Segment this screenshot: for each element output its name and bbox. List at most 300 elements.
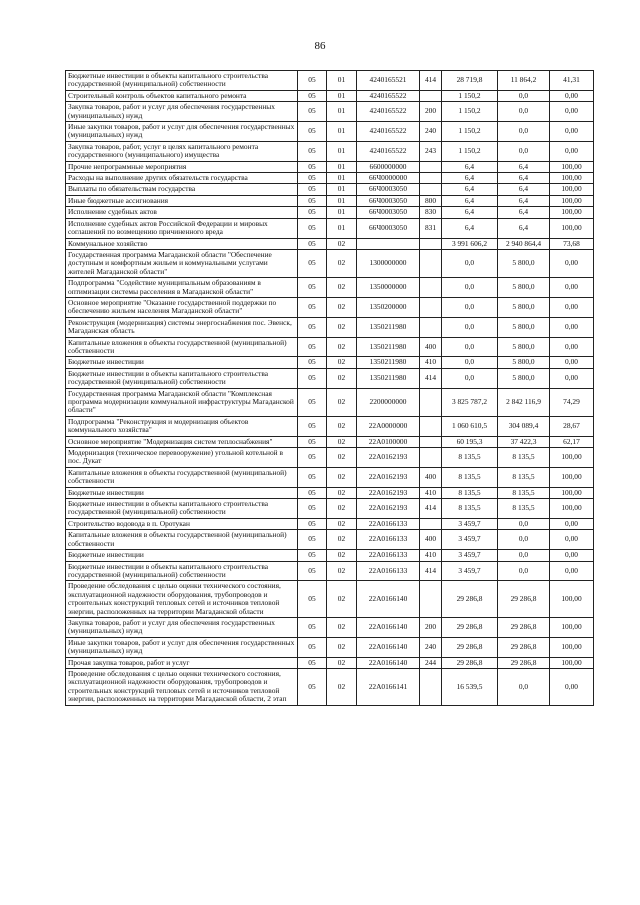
row-target-code: 22A0162193: [357, 448, 420, 468]
row-section: 05: [298, 637, 327, 657]
table-row: [66, 141, 594, 161]
row-expense-type: 240: [420, 122, 442, 142]
table-row: [66, 317, 594, 337]
row-expense-type: 200: [420, 102, 442, 122]
row-name: Строительство водовода в п. Оротукан: [66, 518, 298, 529]
row-subsection: 02: [327, 249, 357, 277]
row-plan-amount: 1 060 610,5: [442, 416, 498, 436]
row-section: 05: [298, 357, 327, 368]
row-section: 05: [298, 173, 327, 184]
row-target-code: 22A0100000: [357, 436, 420, 447]
row-target-code: 22A0166141: [357, 668, 420, 705]
row-percent: 100,00: [550, 184, 594, 195]
row-name: Закупка товаров, работ, услуг в целях капитального ремонта государственного (муниципального) имущества: [66, 141, 298, 161]
row-subsection: 01: [327, 102, 357, 122]
row-plan-amount: 29 286,8: [442, 581, 498, 618]
row-plan-amount: 8 135,5: [442, 467, 498, 487]
row-percent: 100,00: [550, 581, 594, 618]
table-row: [66, 617, 594, 637]
row-expense-type: 414: [420, 499, 442, 519]
row-expense-type: [420, 518, 442, 529]
row-section: 05: [298, 184, 327, 195]
row-name: Прочая закупка товаров, работ и услуг: [66, 657, 298, 668]
row-actual-amount: 8 135,5: [498, 448, 550, 468]
row-actual-amount: 6,4: [498, 173, 550, 184]
row-target-code: 22A0166140: [357, 617, 420, 637]
row-actual-amount: 5 800,0: [498, 368, 550, 388]
row-subsection: 01: [327, 184, 357, 195]
row-expense-type: 400: [420, 530, 442, 550]
table-row: [66, 561, 594, 581]
row-expense-type: [420, 668, 442, 705]
row-subsection: 02: [327, 297, 357, 317]
row-expense-type: 200: [420, 617, 442, 637]
row-name: Бюджетные инвестиции в объекты капитального строительства государственной (муниципальной) собственности: [66, 561, 298, 581]
row-actual-amount: 0,0: [498, 561, 550, 581]
row-name: Капитальные вложения в объекты государственной (муниципальной) собственности: [66, 337, 298, 357]
row-subsection: 02: [327, 561, 357, 581]
table-row: [66, 530, 594, 550]
row-actual-amount: 0,0: [498, 668, 550, 705]
row-section: 05: [298, 207, 327, 218]
table-row: [66, 499, 594, 519]
row-plan-amount: 60 195,3: [442, 436, 498, 447]
row-actual-amount: 11 864,2: [498, 71, 550, 91]
row-actual-amount: 6,4: [498, 207, 550, 218]
row-expense-type: 410: [420, 550, 442, 561]
row-percent: 0,00: [550, 278, 594, 298]
row-percent: 0,00: [550, 518, 594, 529]
row-plan-amount: 0,0: [442, 368, 498, 388]
row-expense-type: 414: [420, 561, 442, 581]
row-section: 05: [298, 499, 327, 519]
row-target-code: 22A0166140: [357, 637, 420, 657]
row-subsection: 02: [327, 467, 357, 487]
row-expense-type: [420, 249, 442, 277]
table-row: [66, 173, 594, 184]
row-expense-type: 410: [420, 357, 442, 368]
row-subsection: 02: [327, 657, 357, 668]
row-actual-amount: 6,4: [498, 195, 550, 206]
row-actual-amount: 29 286,8: [498, 637, 550, 657]
row-name: Исполнение судебных актов: [66, 207, 298, 218]
row-subsection: 02: [327, 436, 357, 447]
row-plan-amount: 1 150,2: [442, 122, 498, 142]
row-plan-amount: 29 286,8: [442, 637, 498, 657]
row-subsection: 02: [327, 499, 357, 519]
row-expense-type: [420, 297, 442, 317]
row-section: 05: [298, 218, 327, 238]
row-target-code: 1350211980: [357, 337, 420, 357]
row-percent: 0,00: [550, 141, 594, 161]
row-percent: 0,00: [550, 530, 594, 550]
row-target-code: 4240165522: [357, 102, 420, 122]
row-subsection: 02: [327, 617, 357, 637]
table-row: [66, 416, 594, 436]
row-plan-amount: 0,0: [442, 357, 498, 368]
table-row: [66, 297, 594, 317]
budget-table-body: [66, 71, 594, 706]
row-target-code: 22A0166133: [357, 561, 420, 581]
row-section: 05: [298, 550, 327, 561]
row-name: Проведение обследования с целью оценки технического состояния, эксплуатационной надежности оборудования, трубопроводов и строительных конструкций тепловых сетей и источников тепловой энергии, расположенных на территории Магаданской области: [66, 581, 298, 618]
row-percent: 0,00: [550, 249, 594, 277]
row-target-code: 22A0166140: [357, 581, 420, 618]
row-name: Подпрограмма "Содействие муниципальным образованиям в оптимизации системы расселения в Магаданской области": [66, 278, 298, 298]
row-actual-amount: 5 800,0: [498, 249, 550, 277]
row-plan-amount: 1 150,2: [442, 102, 498, 122]
row-percent: 100,00: [550, 195, 594, 206]
table-row: [66, 195, 594, 206]
row-name: Выплаты по обязательствам государства: [66, 184, 298, 195]
row-name: Капитальные вложения в объекты государственной (муниципальной) собственности: [66, 467, 298, 487]
row-actual-amount: 8 135,5: [498, 487, 550, 498]
row-actual-amount: 0,0: [498, 141, 550, 161]
row-target-code: 2200000000: [357, 388, 420, 416]
table-row: [66, 657, 594, 668]
row-plan-amount: 6,4: [442, 161, 498, 172]
row-actual-amount: 0,0: [498, 550, 550, 561]
row-name: Основное мероприятие "Модернизация систем теплоснабжения": [66, 436, 298, 447]
row-name: Расходы на выполнение других обязательств государства: [66, 173, 298, 184]
row-name: Строительный контроль объектов капитального ремонта: [66, 90, 298, 101]
row-actual-amount: 5 800,0: [498, 278, 550, 298]
row-percent: 0,00: [550, 317, 594, 337]
row-plan-amount: 6,4: [442, 218, 498, 238]
row-actual-amount: 8 135,5: [498, 467, 550, 487]
row-subsection: 02: [327, 278, 357, 298]
row-expense-type: [420, 581, 442, 618]
table-row: [66, 388, 594, 416]
row-section: 05: [298, 297, 327, 317]
row-section: 05: [298, 195, 327, 206]
row-plan-amount: 1 150,2: [442, 90, 498, 101]
row-target-code: 4240165522: [357, 141, 420, 161]
row-percent: 100,00: [550, 467, 594, 487]
row-subsection: 02: [327, 238, 357, 249]
row-subsection: 02: [327, 317, 357, 337]
row-subsection: 01: [327, 90, 357, 101]
row-subsection: 02: [327, 637, 357, 657]
table-row: [66, 487, 594, 498]
row-section: 05: [298, 518, 327, 529]
row-target-code: 1350211980: [357, 368, 420, 388]
row-target-code: 1350211980: [357, 357, 420, 368]
row-target-code: 4240165522: [357, 90, 420, 101]
row-section: 05: [298, 530, 327, 550]
row-section: 05: [298, 487, 327, 498]
row-subsection: 02: [327, 518, 357, 529]
row-section: 05: [298, 161, 327, 172]
row-expense-type: 243: [420, 141, 442, 161]
row-actual-amount: 2 842 116,9: [498, 388, 550, 416]
row-section: 05: [298, 102, 327, 122]
row-subsection: 01: [327, 161, 357, 172]
row-section: 05: [298, 368, 327, 388]
row-subsection: 02: [327, 581, 357, 618]
table-row: [66, 249, 594, 277]
row-plan-amount: 29 286,8: [442, 657, 498, 668]
row-target-code: 22A0162193: [357, 499, 420, 519]
row-percent: 41,31: [550, 71, 594, 91]
row-percent: 100,00: [550, 487, 594, 498]
row-expense-type: [420, 278, 442, 298]
row-plan-amount: 6,4: [442, 207, 498, 218]
row-percent: 100,00: [550, 448, 594, 468]
row-name: Бюджетные инвестиции в объекты капитального строительства государственной (муниципальной) собственности: [66, 499, 298, 519]
row-subsection: 02: [327, 448, 357, 468]
row-section: 05: [298, 448, 327, 468]
row-target-code: 4240165521: [357, 71, 420, 91]
row-percent: 0,00: [550, 337, 594, 357]
row-actual-amount: 37 422,3: [498, 436, 550, 447]
row-target-code: 22A0166133: [357, 518, 420, 529]
row-target-code: 22A0166133: [357, 550, 420, 561]
row-plan-amount: 0,0: [442, 249, 498, 277]
row-expense-type: 830: [420, 207, 442, 218]
row-subsection: 02: [327, 416, 357, 436]
row-subsection: 01: [327, 195, 357, 206]
row-name: Иные закупки товаров, работ и услуг для обеспечения государственных (муниципальных) нужд: [66, 637, 298, 657]
row-section: 05: [298, 278, 327, 298]
row-name: Государственная программа Магаданской области "Комплексная программа модернизации коммунальной инфраструктуры Магаданской области": [66, 388, 298, 416]
row-percent: 100,00: [550, 207, 594, 218]
row-subsection: 02: [327, 388, 357, 416]
row-plan-amount: 8 135,5: [442, 487, 498, 498]
row-target-code: 22A0162193: [357, 467, 420, 487]
row-expense-type: 400: [420, 467, 442, 487]
row-actual-amount: 8 135,5: [498, 499, 550, 519]
row-actual-amount: 6,4: [498, 184, 550, 195]
row-subsection: 01: [327, 141, 357, 161]
row-percent: 0,00: [550, 668, 594, 705]
row-name: Прочие непрограммные мероприятия: [66, 161, 298, 172]
row-percent: 28,67: [550, 416, 594, 436]
row-name: Иные закупки товаров, работ и услуг для обеспечения государственных (муниципальных) нужд: [66, 122, 298, 142]
row-target-code: 6600000000: [357, 161, 420, 172]
row-name: Бюджетные инвестиции: [66, 550, 298, 561]
row-actual-amount: 5 800,0: [498, 297, 550, 317]
row-expense-type: 414: [420, 368, 442, 388]
row-actual-amount: 6,4: [498, 161, 550, 172]
row-actual-amount: 29 286,8: [498, 581, 550, 618]
row-name: Бюджетные инвестиции в объекты капитального строительства государственной (муниципальной) собственности: [66, 368, 298, 388]
row-percent: 0,00: [550, 122, 594, 142]
row-name: Закупка товаров, работ и услуг для обеспечения государственных (муниципальных) нужд: [66, 617, 298, 637]
row-target-code: 4240165522: [357, 122, 420, 142]
row-name: Коммунальное хозяйство: [66, 238, 298, 249]
row-section: 05: [298, 141, 327, 161]
row-section: 05: [298, 238, 327, 249]
row-percent: 0,00: [550, 90, 594, 101]
row-actual-amount: 0,0: [498, 530, 550, 550]
row-target-code: 22A0000000: [357, 416, 420, 436]
row-actual-amount: 5 800,0: [498, 317, 550, 337]
row-expense-type: [420, 238, 442, 249]
row-expense-type: [420, 416, 442, 436]
table-row: [66, 90, 594, 101]
row-name: Закупка товаров, работ и услуг для обеспечения государственных (муниципальных) нужд: [66, 102, 298, 122]
row-actual-amount: 304 089,4: [498, 416, 550, 436]
row-expense-type: [420, 436, 442, 447]
row-section: 05: [298, 617, 327, 637]
row-subsection: 01: [327, 122, 357, 142]
row-section: 05: [298, 90, 327, 101]
row-target-code: 66Ч0003050: [357, 218, 420, 238]
row-target-code: 22A0166140: [357, 657, 420, 668]
row-actual-amount: 5 800,0: [498, 357, 550, 368]
row-actual-amount: 5 800,0: [498, 337, 550, 357]
row-expense-type: [420, 184, 442, 195]
row-target-code: 1350000000: [357, 278, 420, 298]
row-subsection: 02: [327, 487, 357, 498]
row-percent: 0,00: [550, 357, 594, 368]
row-actual-amount: 0,0: [498, 122, 550, 142]
row-section: 05: [298, 668, 327, 705]
row-target-code: 66Ч0003050: [357, 184, 420, 195]
row-section: 05: [298, 249, 327, 277]
row-expense-type: 800: [420, 195, 442, 206]
row-name: Бюджетные инвестиции в объекты капитального строительства государственной (муниципальной) собственности: [66, 71, 298, 91]
row-section: 05: [298, 388, 327, 416]
row-subsection: 01: [327, 218, 357, 238]
row-subsection: 02: [327, 368, 357, 388]
row-plan-amount: 28 719,8: [442, 71, 498, 91]
row-expense-type: [420, 317, 442, 337]
table-row: [66, 238, 594, 249]
table-row: [66, 218, 594, 238]
row-percent: 100,00: [550, 173, 594, 184]
row-plan-amount: 0,0: [442, 337, 498, 357]
table-row: [66, 278, 594, 298]
row-plan-amount: 0,0: [442, 297, 498, 317]
row-plan-amount: 6,4: [442, 195, 498, 206]
row-section: 05: [298, 122, 327, 142]
row-section: 05: [298, 317, 327, 337]
row-name: Бюджетные инвестиции: [66, 487, 298, 498]
row-plan-amount: 3 459,7: [442, 561, 498, 581]
table-row: [66, 207, 594, 218]
row-plan-amount: 6,4: [442, 173, 498, 184]
row-actual-amount: 2 940 864,4: [498, 238, 550, 249]
row-target-code: 22A0166133: [357, 530, 420, 550]
row-name: Исполнение судебных актов Российской Федерации и мировых соглашений по возмещению причиненного вреда: [66, 218, 298, 238]
row-name: Модернизация (техническое перевооружение) угольной котельной в пос. Дукат: [66, 448, 298, 468]
row-plan-amount: 16 539,5: [442, 668, 498, 705]
row-target-code: 22A0162193: [357, 487, 420, 498]
row-percent: 0,00: [550, 550, 594, 561]
row-subsection: 02: [327, 550, 357, 561]
table-row: [66, 550, 594, 561]
row-actual-amount: 0,0: [498, 102, 550, 122]
table-row: [66, 518, 594, 529]
row-expense-type: [420, 161, 442, 172]
row-section: 05: [298, 561, 327, 581]
row-expense-type: 414: [420, 71, 442, 91]
table-row: [66, 368, 594, 388]
row-plan-amount: 6,4: [442, 184, 498, 195]
row-expense-type: [420, 388, 442, 416]
row-percent: 100,00: [550, 637, 594, 657]
table-row: [66, 71, 594, 91]
row-plan-amount: 8 135,5: [442, 448, 498, 468]
row-expense-type: 240: [420, 637, 442, 657]
row-expense-type: 410: [420, 487, 442, 498]
row-target-code: [357, 238, 420, 249]
row-subsection: 01: [327, 207, 357, 218]
row-subsection: 02: [327, 668, 357, 705]
table-row: [66, 102, 594, 122]
row-section: 05: [298, 657, 327, 668]
row-expense-type: 400: [420, 337, 442, 357]
row-percent: 100,00: [550, 218, 594, 238]
row-expense-type: 831: [420, 218, 442, 238]
row-plan-amount: 3 991 606,2: [442, 238, 498, 249]
row-percent: 74,29: [550, 388, 594, 416]
row-name: Основное мероприятие "Оказание государственной поддержки по обеспечению жильем населения Магаданской области": [66, 297, 298, 317]
table-row: [66, 161, 594, 172]
row-actual-amount: 29 286,8: [498, 617, 550, 637]
row-section: 05: [298, 71, 327, 91]
row-name: Иные бюджетные ассигнования: [66, 195, 298, 206]
row-target-code: 66Ч0003050: [357, 207, 420, 218]
row-target-code: 66Ч0000000: [357, 173, 420, 184]
table-row: [66, 448, 594, 468]
page-number: 86: [314, 40, 326, 52]
row-percent: 100,00: [550, 161, 594, 172]
table-row: [66, 637, 594, 657]
row-target-code: 1300000000: [357, 249, 420, 277]
row-name: Проведение обследования с целью оценки технического состояния, эксплуатационной надежности оборудования, трубопроводов и строительных конструкций тепловых сетей и источников тепловой энергии, расположенных на территории Магаданской области, 2 этап: [66, 668, 298, 705]
row-target-code: 1350211980: [357, 317, 420, 337]
row-expense-type: 244: [420, 657, 442, 668]
row-percent: 0,00: [550, 102, 594, 122]
table-row: [66, 467, 594, 487]
row-plan-amount: 3 459,7: [442, 530, 498, 550]
row-section: 05: [298, 467, 327, 487]
row-percent: 100,00: [550, 499, 594, 519]
row-section: 05: [298, 337, 327, 357]
row-percent: 62,17: [550, 436, 594, 447]
row-plan-amount: 3 459,7: [442, 550, 498, 561]
row-expense-type: [420, 173, 442, 184]
row-section: 05: [298, 416, 327, 436]
row-percent: 0,00: [550, 368, 594, 388]
row-name: Государственная программа Магаданской области "Обеспечение доступным и комфортным жильем и коммунальными услугами жителей Магаданской области": [66, 249, 298, 277]
row-actual-amount: 0,0: [498, 518, 550, 529]
table-row: [66, 184, 594, 195]
row-name: Бюджетные инвестиции: [66, 357, 298, 368]
row-section: 05: [298, 436, 327, 447]
row-target-code: 66Ч0003050: [357, 195, 420, 206]
row-plan-amount: 0,0: [442, 317, 498, 337]
row-expense-type: [420, 90, 442, 101]
row-percent: 73,68: [550, 238, 594, 249]
row-subsection: 01: [327, 173, 357, 184]
row-plan-amount: 1 150,2: [442, 141, 498, 161]
row-plan-amount: 3 825 787,2: [442, 388, 498, 416]
table-row: [66, 122, 594, 142]
row-plan-amount: 29 286,8: [442, 617, 498, 637]
row-subsection: 02: [327, 530, 357, 550]
row-plan-amount: 8 135,5: [442, 499, 498, 519]
row-percent: 0,00: [550, 297, 594, 317]
table-row: [66, 581, 594, 618]
row-subsection: 02: [327, 357, 357, 368]
row-target-code: 1350200000: [357, 297, 420, 317]
row-actual-amount: 6,4: [498, 218, 550, 238]
row-percent: 100,00: [550, 657, 594, 668]
